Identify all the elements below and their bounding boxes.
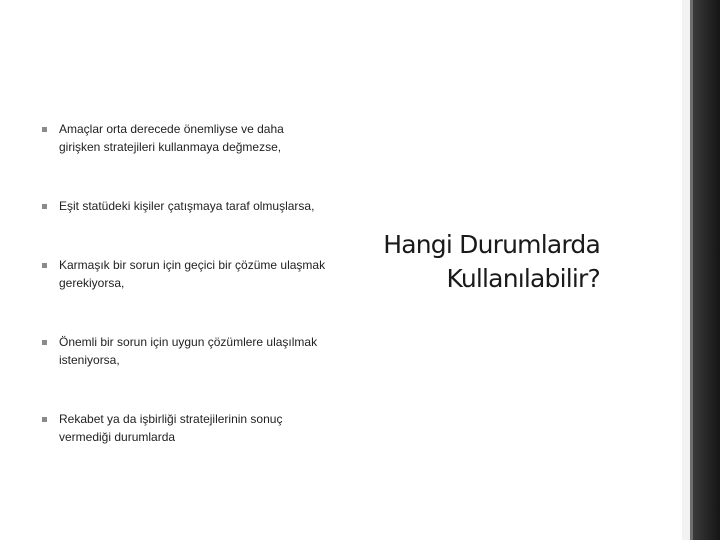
bullet-item (42, 333, 327, 369)
square-bullet-icon (42, 340, 47, 345)
square-bullet-icon (42, 417, 47, 422)
slide-title-line-2: Kullanılabilir? (446, 264, 600, 293)
bullet-item (42, 197, 327, 215)
bullet-text: Önemli bir sorun için uygun çözümlere ulaşılmak isteniyorsa, (59, 335, 318, 367)
bullet-text: Eşit statüdeki kişiler çatışmaya taraf olmuşlarsa, (59, 199, 315, 213)
square-bullet-icon (42, 263, 47, 268)
square-bullet-icon (42, 127, 47, 132)
bullet-text: Karmaşık bir sorun için geçici bir çözüme ulaşmak gerekiyorsa, (59, 258, 326, 290)
bullet-text: Rekabet ya da işbirliği stratejilerinin sonuç vermediği durumlarda (59, 412, 283, 444)
right-decorative-band (682, 0, 720, 540)
bullet-text: Amaçlar orta derecede önemliyse ve daha girişken stratejileri kullanmaya değmezse, (59, 122, 284, 154)
band-white-edge (682, 0, 690, 540)
bullet-item (42, 410, 327, 446)
bullet-item (42, 256, 327, 292)
slide-title (380, 228, 600, 296)
band-shade (693, 0, 720, 540)
bullet-item (42, 120, 327, 156)
slide-title-line-1: Hangi Durumlarda (383, 230, 600, 259)
square-bullet-icon (42, 204, 47, 209)
bullet-list (42, 120, 327, 487)
